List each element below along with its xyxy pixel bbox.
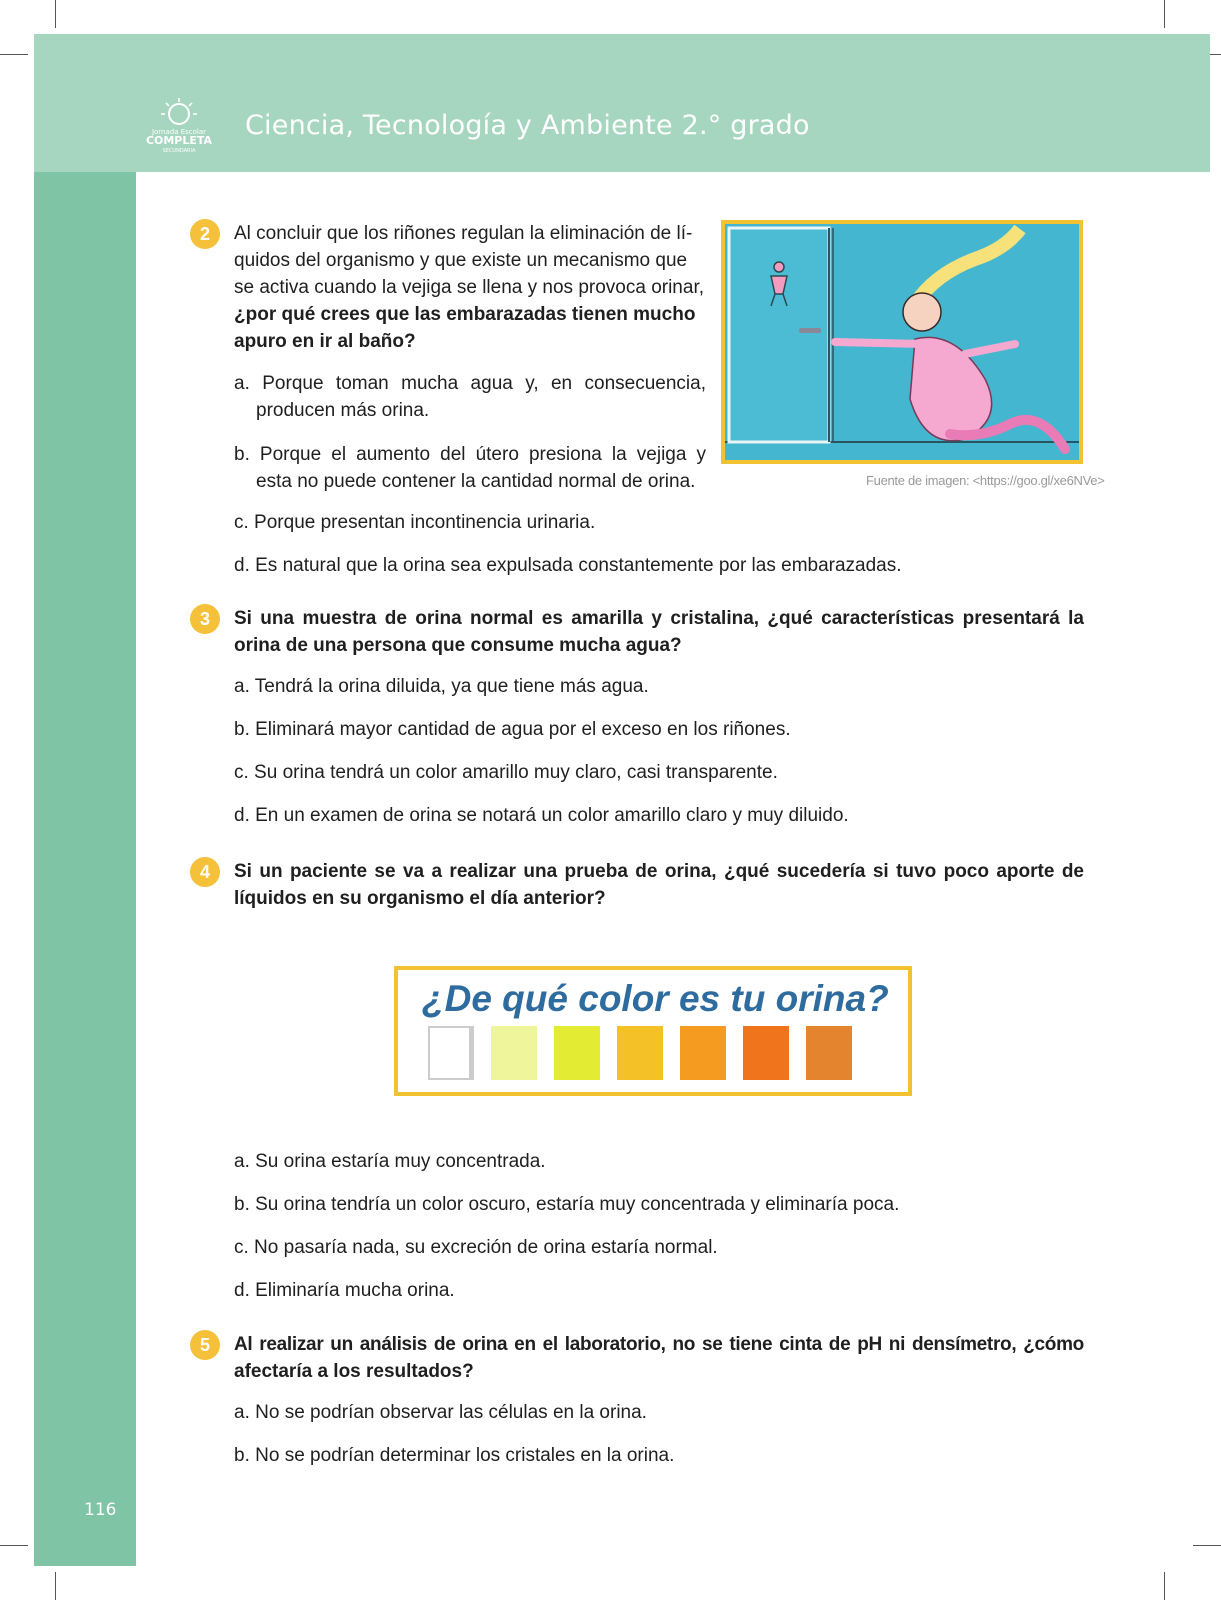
question-4-text: Si un paciente se va a realizar una prueba de orina, ¿qué sucedería si tuvo poco aporte de líquidos en su organismo el día anterior? [234,861,1084,909]
question-4-option-a: a. Su orina estaría muy concentrada. [234,1151,546,1172]
question-number-badge: 2 [190,219,220,249]
svg-text:Jornada Escolar: Jornada Escolar [151,128,207,136]
image-source-caption: Fuente de imagen: <https://goo.gl/xe6NVe> [866,473,1105,488]
jornada-escolar-logo [142,96,220,156]
svg-text:COMPLETA: COMPLETA [145,134,213,147]
question-2-option-d: d. Es natural que la orina sea expulsada constantemente por las embarazadas. [234,555,902,576]
color-swatch [617,1026,663,1080]
crop-mark [55,0,56,28]
left-sidebar-band [34,172,136,1566]
crop-mark [1164,1572,1165,1600]
question-2-stem: Al concluir que los riñones regulan la eliminación de lí- quidos del organismo y que existe un mecanismo que se activa cuando la vejiga se llena y nos provoca orinar, ¿por qué crees que las embarazadas tienen mucho apuro en ir al baño? [234,223,704,352]
crop-mark [55,1572,56,1600]
question-3-option-c: c. Su orina tendrá un color amarillo muy claro, casi transparente. [234,762,778,783]
question-5-option-b: b. No se podrían determinar los cristales en la orina. [234,1445,675,1466]
color-swatch [554,1026,600,1080]
question-4-option-b: b. Su orina tendría un color oscuro, estaría muy concentrada y eliminaría poca. [234,1194,900,1215]
color-swatch [680,1026,726,1080]
question-3-text: Si una muestra de orina normal es amarilla y cristalina, ¿qué características presentará la orina de una persona que consume mucha agua? [234,608,1084,656]
question-4-option-c: c. No pasaría nada, su excreción de orina estaría normal. [234,1237,718,1258]
question-3-option-a: a. Tendrá la orina diluida, ya que tiene más agua. [234,676,649,697]
question-number-badge: 5 [190,1330,220,1360]
question-2-option-b: b. Porque el aumento del útero presiona la vejiga y esta no puede contener la cantidad normal de orina. [234,444,706,492]
color-swatch [428,1026,474,1080]
question-5-option-a: a. No se podrían observar las células en la orina. [234,1402,647,1423]
urine-color-chart [394,966,912,1096]
question-3-option-d: d. En un examen de orina se notará un color amarillo claro y muy diluido. [234,805,849,826]
page-header-title: Ciencia, Tecnología y Ambiente 2.° grado [245,110,810,141]
question-number-badge: 4 [190,857,220,887]
question-2-option-a: a. Porque toman mucha agua y, en consecuencia, producen más orina. [234,373,706,421]
question-number-badge: 3 [190,604,220,634]
pregnant-woman-bathroom-illustration [721,220,1083,464]
urine-color-chart-title: ¿De qué color es tu orina? [422,978,889,1019]
crop-mark [1193,1545,1221,1546]
color-swatch [743,1026,789,1080]
page-number: 116 [84,1500,117,1520]
crop-mark [0,54,28,55]
question-5-text: Al realizar un análisis de orina en el laboratorio, no se tiene cinta de pH ni densímetro, ¿cómo afectaría a los resultados? [234,1334,1084,1382]
crop-mark [0,1545,28,1546]
question-4-option-d: d. Eliminaría mucha orina. [234,1280,455,1301]
color-swatch [491,1026,537,1080]
color-swatch [806,1026,852,1080]
question-3-option-b: b. Eliminará mayor cantidad de agua por el exceso en los riñones. [234,719,791,740]
crop-mark [1164,0,1165,28]
svg-text:SECUNDARIA: SECUNDARIA [162,148,196,154]
question-2-option-c: c. Porque presentan incontinencia urinaria. [234,512,596,533]
